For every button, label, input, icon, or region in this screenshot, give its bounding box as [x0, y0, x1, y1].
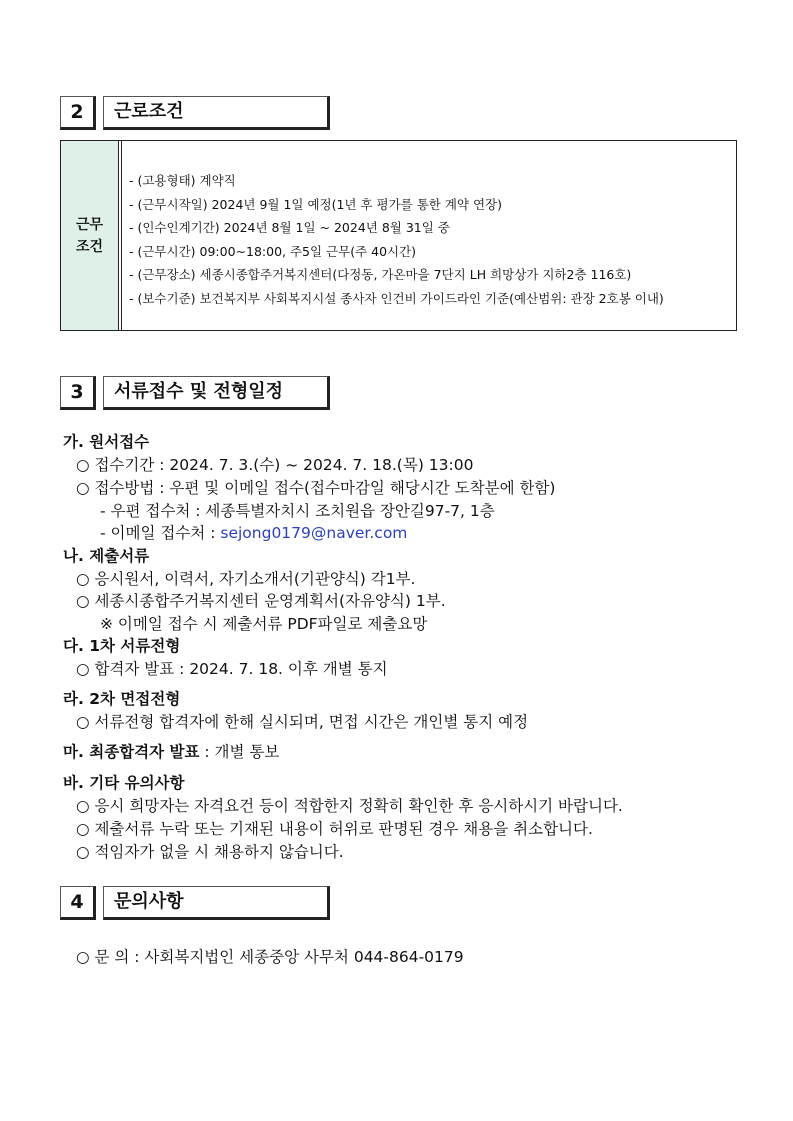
notice-1: ○ 응시 희망자는 자격요건 등이 적합한지 정확히 확인한 후 응시하시기 바랍니다.	[76, 797, 623, 815]
section-3-title: 서류접수 및 전형일정	[103, 376, 330, 410]
application-period: ○ 접수기간 : 2024. 7. 3.(수) ~ 2024. 7. 18.(목) 13:00	[76, 456, 474, 474]
notice-3: ○ 적임자가 없을 시 채용하지 않습니다.	[76, 843, 344, 861]
document-2: ○ 세종시종합주거복지센터 운영계획서(자유양식) 1부.	[76, 592, 446, 610]
ma-suffix: : 개별 통보	[199, 743, 280, 761]
work-conditions-table	[60, 140, 737, 331]
interview-info: ○ 서류전형 합격자에 한해 실시되며, 면접 시간은 개인별 통지 예정	[76, 713, 529, 731]
condition-work-hours: - (근무시간) 09:00~18:00, 주5일 근무(주 40시간)	[129, 243, 417, 259]
first-result-announcement: ○ 합격자 발표 : 2024. 7. 18. 이후 개별 통지	[76, 660, 388, 678]
ma-line	[63, 740, 279, 762]
document-1: ○ 응시원서, 이력서, 자기소개서(기관양식) 각1부.	[76, 570, 416, 588]
contact-info: ○ 문 의 : 사회복지법인 세종중앙 사무처 044-864-0179	[76, 948, 464, 966]
condition-handover-period: - (인수인계기간) 2024년 8월 1일 ~ 2024년 8월 31일 중	[129, 220, 450, 236]
document-note: ※ 이메일 접수 시 제출서류 PDF파일로 제출요망	[100, 615, 428, 633]
da-heading: 다. 1차 서류전형	[63, 637, 181, 655]
section-2-number: 2	[60, 96, 96, 130]
ga-heading: 가. 원서접수	[63, 433, 150, 451]
condition-work-place: - (근무장소) 세종시종합주거복지센터(다정동, 가온마을 7단지 LH 희망상가 지하2층 116호)	[129, 267, 632, 283]
email-link[interactable]: sejong0179@naver.com	[220, 524, 408, 542]
section-4-header	[60, 886, 322, 920]
ba-heading: 바. 기타 유의사항	[63, 774, 185, 792]
condition-employment-type: - (고용형태) 계약직	[129, 173, 236, 188]
notice-2: ○ 제출서류 누락 또는 기재된 내용이 허위로 판명된 경우 채용을 취소합니다.	[76, 820, 593, 838]
email-prefix: - 이메일 접수처 :	[100, 524, 221, 542]
condition-start-date: - (근무시작일) 2024년 9월 1일 예정(1년 후 평가를 통한 계약 연장)	[129, 196, 502, 212]
section-2-header	[60, 96, 322, 130]
postal-address: - 우편 접수처 : 세종특별자치시 조치원읍 장안길97-7, 1층	[100, 502, 495, 520]
email-address-line	[100, 521, 407, 543]
ra-heading: 라. 2차 면접전형	[63, 690, 181, 708]
na-heading: 나. 제출서류	[63, 547, 150, 565]
application-method: ○ 접수방법 : 우편 및 이메일 접수(접수마감일 해당시간 도착분에 한함)	[76, 479, 556, 497]
section-2-title: 근로조건	[103, 96, 330, 130]
section-3-header	[60, 376, 322, 410]
table-divider	[121, 141, 122, 330]
label-line-2: 조건	[75, 238, 104, 255]
section-4-title: 문의사항	[103, 886, 330, 920]
ma-heading: 마. 최종합격자 발표	[63, 743, 200, 761]
work-conditions-label	[61, 141, 119, 330]
label-line-1: 근무	[75, 216, 104, 233]
section-3-number: 3	[60, 376, 96, 410]
condition-salary: - (보수기준) 보건복지부 사회복지시설 종사자 인건비 가이드라인 기준(예산범위: 관장 2호봉 이내)	[129, 291, 664, 306]
section-4-number: 4	[60, 886, 96, 920]
